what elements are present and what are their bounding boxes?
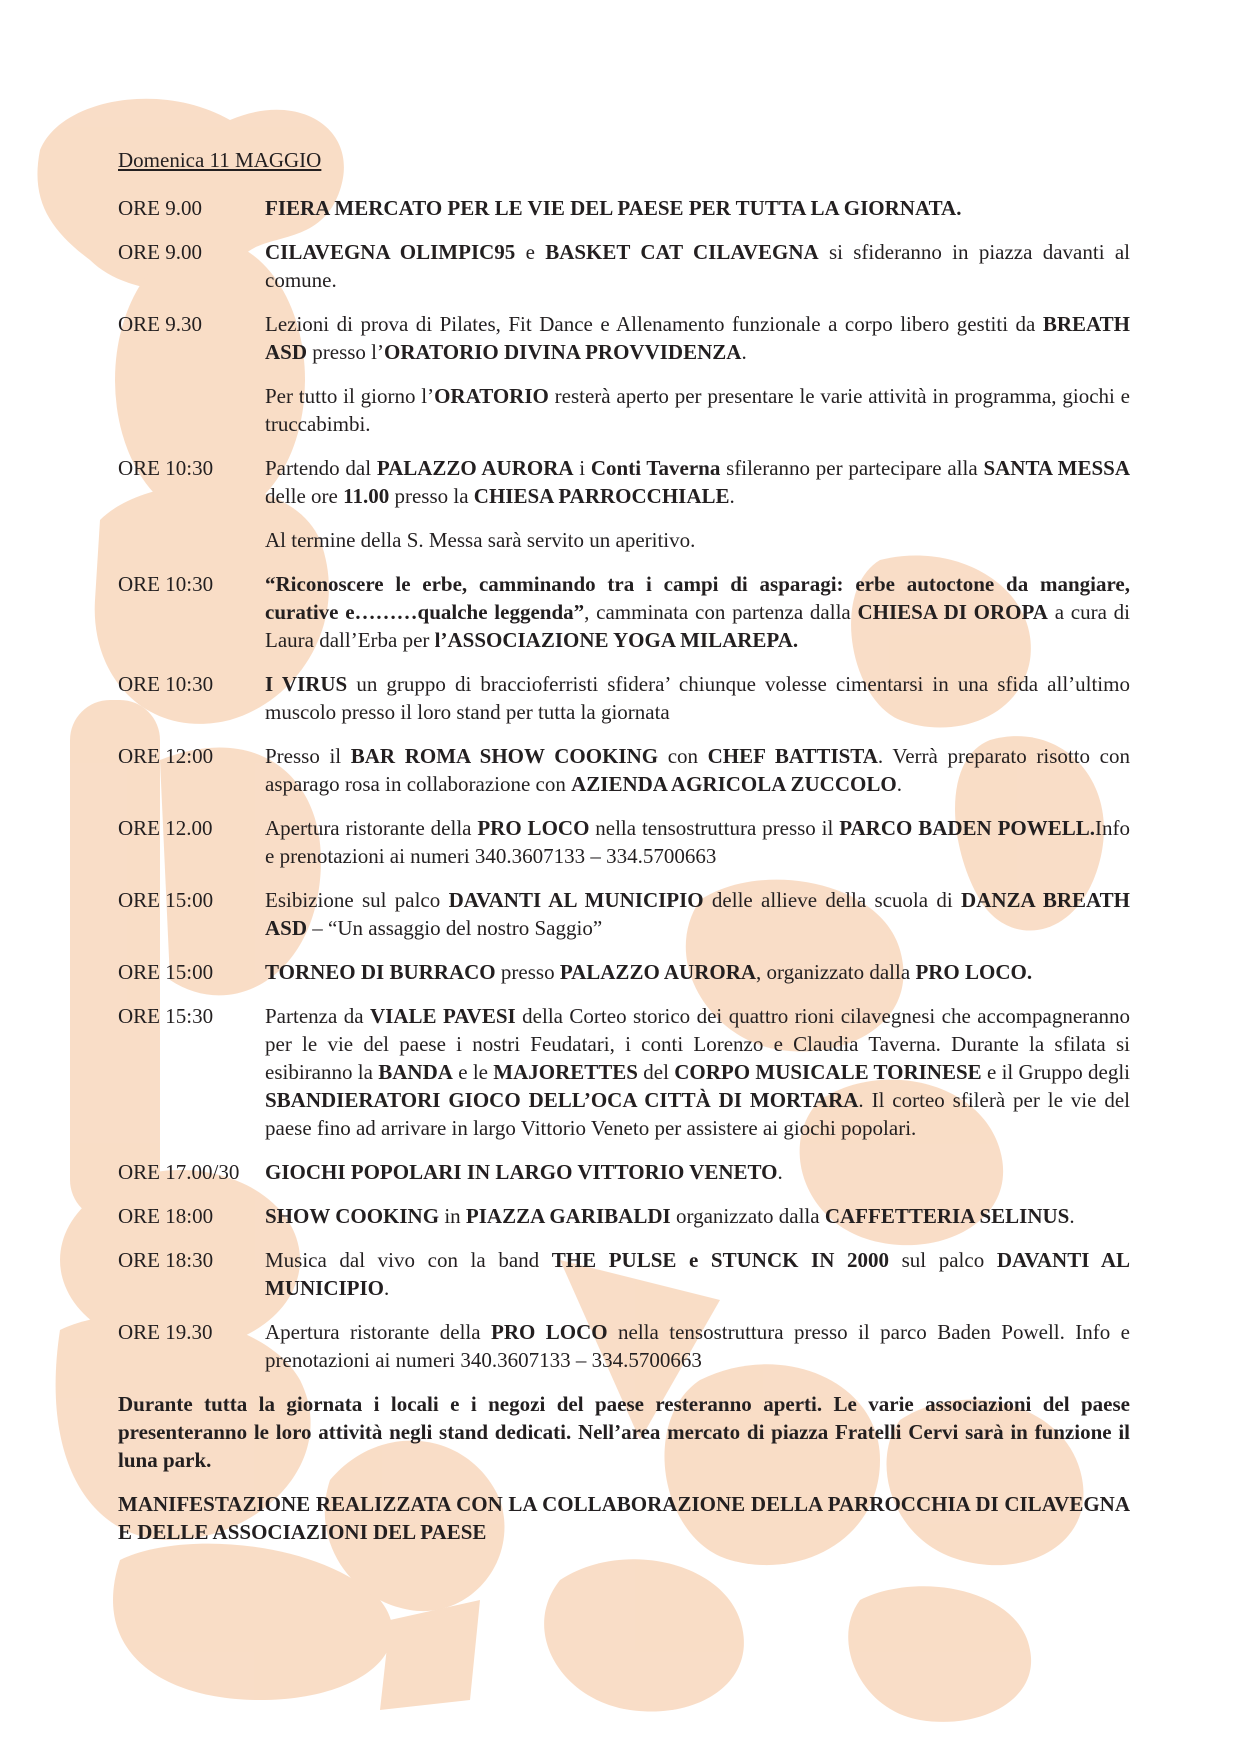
text-span: Presso il [265, 744, 351, 768]
text-span: , organizzato dalla [756, 960, 916, 984]
event-row [118, 1202, 1130, 1230]
emphasis-text: CHIESA DI OROPA [857, 600, 1048, 624]
text-span: organizzato dalla [670, 1204, 825, 1228]
text-span: in [439, 1204, 466, 1228]
text-span: della Corteo storico dei quattro rioni cilavegnesi che accompagneranno per le vie del paese i nostri Feudatari, i conti Lorenzo e Claudia Taverna. Durante la sfilata si esibiranno la [265, 1004, 1130, 1084]
emphasis-text: DAVANTI AL MUNICIPIO [448, 888, 704, 912]
text-span: delle allieve della scuola di [703, 888, 962, 912]
emphasis-text: PRO LOCO [477, 816, 590, 840]
event-time: ORE 10:30 [118, 572, 214, 596]
emphasis-text: BREATH ASD [265, 312, 1130, 364]
text-span: . [741, 340, 747, 364]
text-span: presso [495, 960, 560, 984]
text-span: – “Un assaggio del nostro Saggio” [307, 916, 603, 940]
text-span: presso la [389, 484, 474, 508]
text-span: Partenza da [265, 1004, 370, 1028]
event-description [265, 1002, 1130, 1142]
event-time: ORE 9.00 [118, 196, 202, 220]
event-row [118, 886, 1130, 942]
event-time: ORE 10:30 [118, 456, 214, 480]
event-description [265, 886, 1130, 942]
text-span: si sfideranno in piazza davanti al comune. [265, 240, 1130, 292]
text-span: delle ore [265, 484, 344, 508]
text-span: del [638, 1060, 675, 1084]
text-span: sul palco [889, 1248, 997, 1272]
text-span: nella tensostruttura presso il parco Baden Powell. Info e prenotazioni ai numeri 340.3607133 – 334.5700663 [265, 1320, 1131, 1372]
emphasis-text: SBANDIERATORI GIOCO DELL’OCA CITTÀ DI MORTARA [265, 1088, 859, 1112]
footer-notes [118, 1390, 1130, 1546]
text-span: e il Gruppo degli [981, 1060, 1130, 1084]
event-row [118, 670, 1130, 726]
emphasis-text: PALAZZO AURORA [376, 456, 574, 480]
event-time: ORE 18:00 [118, 1204, 214, 1228]
event-description [265, 742, 1130, 798]
event-description [265, 814, 1130, 870]
text-span: presso l’ [307, 340, 385, 364]
emphasis-text: TORNEO DI BURRACO [265, 960, 496, 984]
text-span: Lezioni di prova di Pilates, Fit Dance e Allenamento funzionale a corpo libero gestiti da [265, 312, 1043, 336]
event-time: ORE 9.00 [118, 240, 202, 264]
emphasis-text: CAFFETTERIA SELINUS [824, 1204, 1070, 1228]
emphasis-text: CILAVEGNA OLIMPIC95 [265, 240, 516, 264]
event-row [118, 1318, 1130, 1374]
text-span: Apertura ristorante della [265, 816, 478, 840]
event-time: ORE 12.00 [118, 816, 213, 840]
event-description [265, 1202, 1130, 1230]
emphasis-text: l’ASSOCIAZIONE YOGA MILAREPA. [434, 628, 799, 652]
text-span: . [777, 1160, 783, 1184]
event-row [118, 454, 1130, 510]
text-span: . Verrà preparato risotto con asparago rosa in collaborazione con [265, 744, 1130, 796]
event-description [265, 670, 1130, 726]
emphasis-text: CORPO MUSICALE TORINESE [674, 1060, 982, 1084]
event-list [118, 194, 1130, 1374]
text-span: e [515, 240, 546, 264]
text-span: Partendo dal [265, 456, 377, 480]
emphasis-text: Conti Taverna [590, 456, 721, 480]
document-body [118, 146, 1130, 1562]
emphasis-text: BAR ROMA SHOW COOKING [350, 744, 659, 768]
emphasis-text: 11.00 [343, 484, 390, 508]
emphasis-text: “Riconoscere le erbe, camminando tra i campi di asparagi: erbe autoctone da mangiare, curative e………qualche leggenda” [265, 572, 1130, 624]
text-span: un gruppo di braccioferristi sfidera’ chiunque volesse cimentarsi in una sfida all’ultimo muscolo presso il loro stand per tutta la giornata [265, 672, 1130, 724]
text-span: Per tutto il giorno l’ [265, 384, 435, 408]
event-row [118, 958, 1130, 986]
emphasis-text: DAVANTI AL MUNICIPIO [265, 1248, 1131, 1300]
text-span: Info e prenotazioni ai numeri 340.3607133 – 334.5700663 [265, 816, 1131, 868]
event-time: ORE 15:00 [118, 888, 214, 912]
emphasis-text: VIALE PAVESI [370, 1004, 516, 1028]
event-row [118, 814, 1130, 870]
event-description [265, 958, 1130, 986]
emphasis-text: PARCO BADEN POWELL. [839, 816, 1096, 840]
footer-paragraph: MANIFESTAZIONE REALIZZATA CON LA COLLABORAZIONE DELLA PARROCCHIA DI CILAVEGNA E DELLE ASSOCIAZIONI DEL PAESE [118, 1492, 1130, 1544]
emphasis-text: CHEF BATTISTA [707, 744, 878, 768]
event-time: ORE 17.00/30 [118, 1160, 240, 1184]
text-span: Musica dal vivo con la band [265, 1248, 552, 1272]
event-row [118, 570, 1130, 654]
event-description [265, 238, 1130, 294]
emphasis-text: PIAZZA GARIBALDI [465, 1204, 671, 1228]
event-time: ORE 9.30 [118, 312, 202, 336]
emphasis-text: PRO LOCO [491, 1320, 608, 1344]
footer-paragraph: Durante tutta la giornata i locali e i negozi del paese resteranno aperti. Le varie associazioni del paese presenteranno le loro attività negli stand dedicati. Nell’area mercato di piazza Fratelli Cervi sarà in funzione il luna park. [118, 1392, 1130, 1472]
text-span: . Il corteo sfilerà per le vie del paese fino ad arrivare in largo Vittorio Veneto per assistere ai giochi popolari. [265, 1088, 1131, 1140]
event-description [265, 310, 1130, 366]
emphasis-text: ORATORIO DIVINA PROVVIDENZA [384, 340, 742, 364]
emphasis-text: BASKET CAT CILAVEGNA [545, 240, 819, 264]
text-span: i [573, 456, 591, 480]
emphasis-text: GIOCHI POPOLARI IN LARGO VITTORIO VENETO [265, 1160, 778, 1184]
event-row [118, 194, 1130, 222]
page-title: Domenica 11 MAGGIO [118, 148, 322, 172]
text-span: resterà aperto per presentare le varie attività in programma, giochi e truccabimbi. [265, 384, 1130, 436]
event-time: ORE 19.30 [118, 1320, 213, 1344]
emphasis-text: SANTA MESSA [983, 456, 1131, 480]
text-span: . [1069, 1204, 1075, 1228]
text-span: Apertura ristorante della [265, 1320, 492, 1344]
event-row [118, 310, 1130, 366]
event-time: ORE 15:30 [118, 1004, 214, 1028]
text-span: Al termine della S. Messa sarà servito un aperitivo. [265, 528, 696, 552]
event-row [118, 238, 1130, 294]
emphasis-text: BANDA [378, 1060, 453, 1084]
text-span: , camminata con partenza dalla [584, 600, 858, 624]
emphasis-text: DANZA BREATH ASD [265, 888, 1130, 940]
event-description [265, 570, 1130, 654]
emphasis-text: THE PULSE e STUNCK IN 2000 [551, 1248, 889, 1272]
text-span: nella tensostruttura presso il [589, 816, 840, 840]
text-span: e le [452, 1060, 494, 1084]
event-time: ORE 10:30 [118, 672, 214, 696]
event-row [118, 1002, 1130, 1142]
event-row [118, 742, 1130, 798]
event-time: ORE 12:00 [118, 744, 214, 768]
emphasis-text: FIERA MERCATO PER LE VIE DEL PAESE PER TUTTA LA GIORNATA. [265, 196, 962, 220]
event-time: ORE 18:30 [118, 1248, 214, 1272]
emphasis-text: SHOW COOKING [265, 1204, 440, 1228]
event-note [265, 526, 1130, 554]
emphasis-text: I VIRUS [265, 672, 348, 696]
event-description [265, 1318, 1130, 1374]
text-span: . [729, 484, 735, 508]
event-note [265, 382, 1130, 438]
emphasis-text: CHIESA PARROCCHIALE [473, 484, 730, 508]
emphasis-text: ORATORIO [434, 384, 549, 408]
text-span: con [658, 744, 708, 768]
text-span: sfileranno per partecipare alla [720, 456, 984, 480]
emphasis-text: PALAZZO AURORA [559, 960, 757, 984]
text-span: . [384, 1276, 390, 1300]
event-row [118, 1246, 1130, 1302]
event-time: ORE 15:00 [118, 960, 214, 984]
emphasis-text: AZIENDA AGRICOLA ZUCCOLO [571, 772, 897, 796]
emphasis-text: PRO LOCO. [915, 960, 1033, 984]
event-description [265, 194, 1130, 222]
event-description [265, 454, 1130, 510]
event-row [118, 1158, 1130, 1186]
text-span: Esibizione sul palco [265, 888, 449, 912]
event-description [265, 1158, 1130, 1186]
text-span: . [896, 772, 902, 796]
emphasis-text: MAJORETTES [493, 1060, 638, 1084]
text-span: a cura di Laura dall’Erba per [265, 600, 1130, 652]
event-description [265, 1246, 1130, 1302]
